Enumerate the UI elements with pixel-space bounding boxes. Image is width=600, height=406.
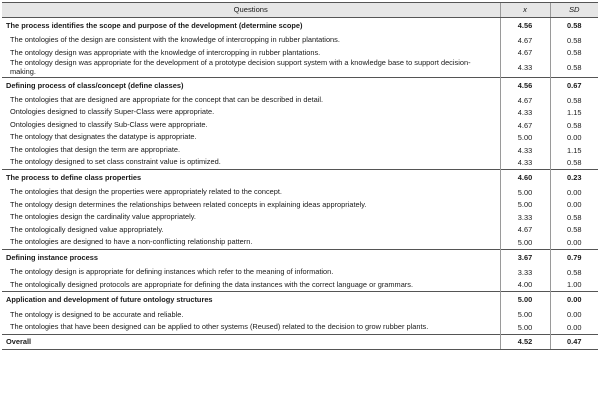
question-mean: 4.67 bbox=[500, 34, 550, 47]
question-mean: 5.00 bbox=[500, 132, 550, 145]
question-text: The ontologically designed value appropriately. bbox=[10, 224, 164, 234]
section-title: The process to define class properties bbox=[2, 170, 500, 184]
section-mean: 4.60 bbox=[500, 170, 550, 184]
question-mean: 4.33 bbox=[500, 59, 550, 77]
question-sd: 0.58 bbox=[550, 94, 598, 107]
question-sd: 0.58 bbox=[550, 157, 598, 170]
question-mean: 5.00 bbox=[500, 309, 550, 322]
section-row bbox=[2, 249, 598, 263]
question-mean: 5.00 bbox=[500, 186, 550, 199]
section-mean: 5.00 bbox=[500, 292, 550, 306]
question-text: The ontologies of the design are consistent with the knowledge of intercropping in rubber plantations. bbox=[10, 35, 340, 45]
question-text: The ontologically designed protocols are appropriate for defining the data instances with the correct language or grammars. bbox=[10, 279, 414, 289]
question-mean: 4.67 bbox=[500, 47, 550, 60]
question-text: The ontologies that have been designed can be applied to other systems (Reused) related to the decision to grow rubber plants. bbox=[10, 322, 429, 332]
question-mean: 5.00 bbox=[500, 321, 550, 334]
section-mean: 3.67 bbox=[500, 249, 550, 263]
table-row bbox=[2, 132, 598, 145]
section-title: Application and development of future ontology structures bbox=[2, 292, 500, 306]
section-sd: 0.58 bbox=[550, 18, 598, 32]
section-mean: 4.56 bbox=[500, 77, 550, 91]
table-row bbox=[2, 279, 598, 292]
question-text: The ontologies design the cardinality value appropriately. bbox=[10, 212, 196, 222]
table-row bbox=[2, 186, 598, 199]
question-sd: 0.58 bbox=[550, 211, 598, 224]
questions-column-header: Questions bbox=[2, 3, 500, 18]
section-row bbox=[2, 77, 598, 91]
mean-column-header: x bbox=[500, 3, 550, 18]
question-sd: 0.00 bbox=[550, 236, 598, 249]
question-text: The ontologies that are designed are appropriate for the concept that can be described in detail. bbox=[10, 94, 324, 104]
question-sd: 0.00 bbox=[550, 321, 598, 334]
table-row bbox=[2, 34, 598, 47]
question-mean: 4.33 bbox=[500, 144, 550, 157]
question-text: The ontology design is appropriate for defining instances which refer to the meaning of information. bbox=[10, 267, 334, 277]
question-mean: 3.33 bbox=[500, 211, 550, 224]
question-mean: 5.00 bbox=[500, 236, 550, 249]
question-text: Ontologies designed to classify Sub-Class were appropriate. bbox=[10, 119, 208, 129]
section-title: Defining process of class/concept (define classes) bbox=[2, 77, 500, 91]
question-text: The ontology that designates the datatype is appropriate. bbox=[10, 132, 197, 142]
question-text: The ontology design determines the relationships between related concepts in explaining ideas appropriately. bbox=[10, 199, 367, 209]
section-sd: 0.79 bbox=[550, 249, 598, 263]
question-sd: 1.15 bbox=[550, 107, 598, 120]
question-mean: 4.33 bbox=[500, 157, 550, 170]
table-row bbox=[2, 236, 598, 249]
overall-row bbox=[2, 334, 598, 349]
question-mean: 4.00 bbox=[500, 279, 550, 292]
sd-column-header: SD bbox=[550, 3, 598, 18]
section-sd: 0.23 bbox=[550, 170, 598, 184]
table-row bbox=[2, 94, 598, 107]
question-sd: 0.00 bbox=[550, 132, 598, 145]
table-row bbox=[2, 211, 598, 224]
question-sd: 1.15 bbox=[550, 144, 598, 157]
question-text: The ontologies that design the term are appropriate. bbox=[10, 144, 181, 154]
overall-label: Overall bbox=[2, 334, 500, 349]
question-sd: 0.58 bbox=[550, 266, 598, 279]
table-row bbox=[2, 119, 598, 132]
evaluation-table bbox=[2, 2, 598, 350]
section-sd: 0.67 bbox=[550, 77, 598, 91]
overall-mean: 4.52 bbox=[500, 334, 550, 349]
question-mean: 4.67 bbox=[500, 119, 550, 132]
section-title: Defining instance process bbox=[2, 249, 500, 263]
question-text: The ontology is designed to be accurate and reliable. bbox=[10, 309, 184, 319]
table-row bbox=[2, 266, 598, 279]
table-row bbox=[2, 157, 598, 170]
question-sd: 0.58 bbox=[550, 59, 598, 77]
table-row bbox=[2, 107, 598, 120]
question-text: The ontologies are designed to have a non-conflicting relationship pattern. bbox=[10, 237, 253, 247]
table-row bbox=[2, 199, 598, 212]
question-text: The ontology design was appropriate for the development of a prototype decision support system with a knowledge base to support decision-making. bbox=[10, 58, 471, 76]
question-mean: 4.33 bbox=[500, 107, 550, 120]
question-text: The ontology design was appropriate with the knowledge of intercropping in rubber plantations. bbox=[10, 47, 321, 57]
section-mean: 4.56 bbox=[500, 18, 550, 32]
question-text: The ontology designed to set class constraint value is optimized. bbox=[10, 157, 221, 167]
table-row bbox=[2, 321, 598, 334]
table-row bbox=[2, 309, 598, 322]
table-row bbox=[2, 144, 598, 157]
section-row bbox=[2, 18, 598, 32]
question-sd: 0.58 bbox=[550, 34, 598, 47]
section-row bbox=[2, 292, 598, 306]
question-sd: 0.58 bbox=[550, 47, 598, 60]
question-text: The ontologies that design the properties were appropriately related to the concept. bbox=[10, 187, 282, 197]
section-sd: 0.00 bbox=[550, 292, 598, 306]
question-sd: 0.58 bbox=[550, 119, 598, 132]
question-text: Ontologies designed to classify Super-Class were appropriate. bbox=[10, 107, 215, 117]
section-row bbox=[2, 170, 598, 184]
question-sd: 1.00 bbox=[550, 279, 598, 292]
overall-sd: 0.47 bbox=[550, 334, 598, 349]
question-mean: 4.67 bbox=[500, 224, 550, 237]
question-sd: 0.00 bbox=[550, 186, 598, 199]
table-header-row bbox=[2, 3, 598, 18]
section-title: The process identifies the scope and purpose of the development (determine scope) bbox=[6, 21, 303, 30]
table-row bbox=[2, 224, 598, 237]
table-row bbox=[2, 59, 598, 77]
question-sd: 0.00 bbox=[550, 199, 598, 212]
question-sd: 0.00 bbox=[550, 309, 598, 322]
question-mean: 3.33 bbox=[500, 266, 550, 279]
question-sd: 0.58 bbox=[550, 224, 598, 237]
question-mean: 5.00 bbox=[500, 199, 550, 212]
question-mean: 4.67 bbox=[500, 94, 550, 107]
